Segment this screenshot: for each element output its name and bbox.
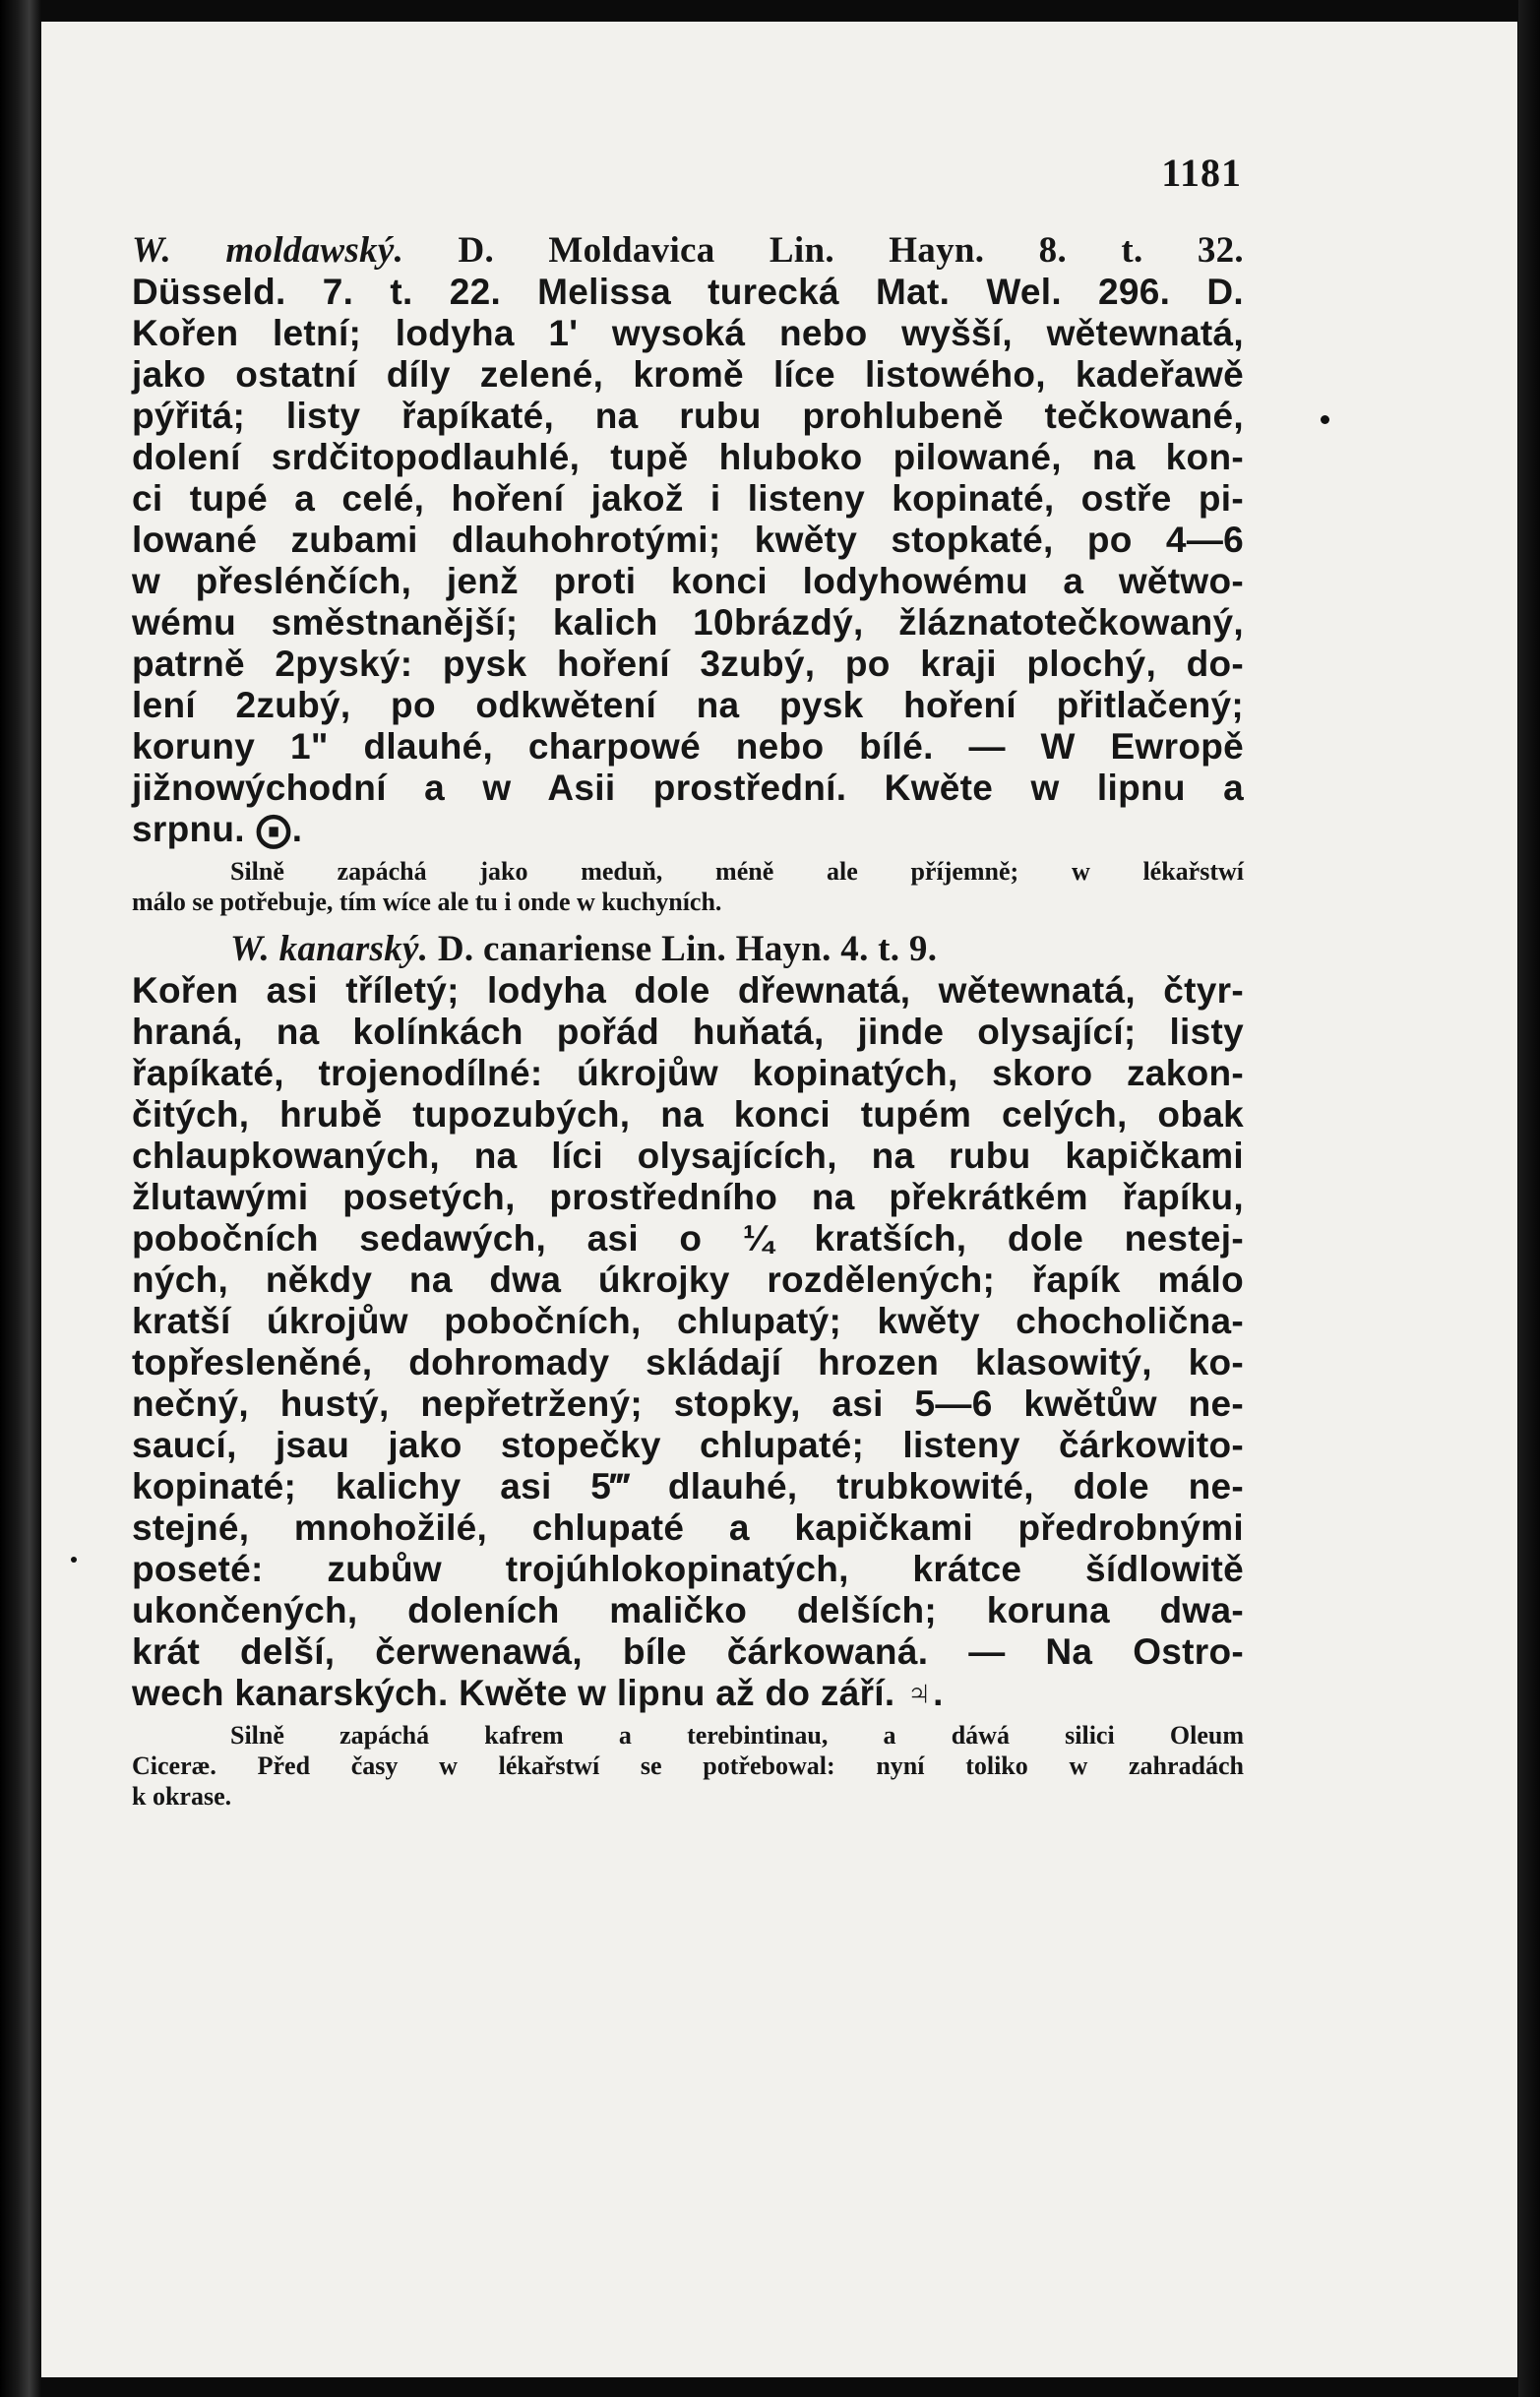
entry-species: kanarský. (278, 929, 429, 969)
page-edge-shadow (1518, 0, 1540, 2397)
entry-synonym: D. Moldavica Lin. Hayn. 8. t. 32. (458, 230, 1244, 271)
note-line: málo se potřebuje, tím wíce ale tu i onde w kuchyních. (132, 888, 722, 916)
entry-genus: W. (230, 929, 271, 969)
text-line: kopinaté; kalichy asi 5‴ dlauhé, trubkowité, dole ne- (132, 1466, 1244, 1506)
note-line: Silně zapáchá jako meduň, méně ale příjemně; w lékařstwí (230, 857, 1244, 886)
text-line: jako ostatní díly zelené, kromě líce listowého, kadeřawě (132, 354, 1244, 395)
text-line: wech kanarských. Kwěte w lipnu až do září. ♃. (132, 1673, 944, 1713)
note-line: Silně zapáchá kafrem a terebintinau, a dáwá silici Oleum (230, 1721, 1244, 1750)
print-speck (71, 1557, 77, 1563)
note-line: Ciceræ. Před časy w lékařstwí se potřebowal: nyní toliko w zahradách (132, 1752, 1244, 1780)
text-line: pýřitá; listy řapíkaté, na rubu prohlubeně tečkowané, (132, 396, 1244, 436)
entry-heading-line (132, 929, 1244, 970)
text-line: stejné, mnohožilé, chlupaté a kapičkami předrobnými (132, 1507, 1244, 1548)
text-line: Kořen letní; lodyha 1' wysoká nebo wyšší, wětewnatá, (132, 313, 1244, 353)
book-page (41, 22, 1517, 2377)
entry-synonym: D. canariense Lin. Hayn. 4. t. 9. (437, 929, 938, 969)
text-line: ných, někdy na dwa úkrojky rozdělených; řapík málo (132, 1260, 1244, 1300)
entry-heading-line (132, 230, 1244, 272)
text-line: w přeslénčích, jenž proti konci lodyhowému a wětwo- (132, 561, 1244, 601)
page-body (132, 230, 1244, 1812)
text-line: čitých, hrubě tupozubých, na konci tupém celých, obak (132, 1094, 1244, 1135)
text-line: pobočních sedawých, asi o ¼ kratších, dole nestej- (132, 1218, 1244, 1259)
text-line: jižnowýchodní a w Asii prostřední. Kwěte w lipnu a (132, 768, 1244, 808)
text-line: wému směstnanější; kalich 10brázdý, žláznatotečkowaný, (132, 602, 1244, 643)
text-line: krát delší, čerwenawá, bíle čárkowaná. — Na Ostro- (132, 1631, 1244, 1672)
text-line: ukončených, doleních maličko delších; koruna dwa- (132, 1590, 1244, 1630)
text-line: ci tupé a celé, hoření jakož i listeny kopinaté, ostře pi- (132, 478, 1244, 519)
text-line: nečný, hustý, nepřetržený; stopky, asi 5—6 kwětůw ne- (132, 1383, 1244, 1424)
text-line: koruny 1" dlauhé, charpowé nebo bílé. — W Ewropě (132, 726, 1244, 767)
text-line: topřesleněné, dohromady skládají hrozen klasowitý, ko- (132, 1342, 1244, 1383)
book-spine-shadow (0, 0, 41, 2397)
note-line: k okrase. (132, 1782, 232, 1811)
text-line: dolení srdčitopodlauhlé, tupě hluboko pilowané, na kon- (132, 437, 1244, 477)
entry-species: moldawský. (225, 230, 404, 271)
text-line: Düsseld. 7. t. 22. Melissa turecká Mat. Wel. 296. D. (132, 272, 1244, 312)
print-speck (1321, 415, 1329, 424)
text-line: žlutawými posetých, prostředního na překrátkém řapíku, (132, 1177, 1244, 1217)
text-line: lení 2zubý, po odkwětení na pysk hoření přitlačený; (132, 685, 1244, 725)
text-line: chlaupkowaných, na líci olysajících, na rubu kapičkami (132, 1136, 1244, 1176)
entry-genus: W. (132, 230, 172, 271)
text-line: lowané zubami dlauhohrotými; kwěty stopkaté, po 4—6 (132, 520, 1244, 560)
page-number: 1181 (1161, 151, 1242, 195)
text-line: patrně 2pyský: pysk hoření 3zubý, po kraji plochý, do- (132, 644, 1244, 684)
text-line: kratší úkrojůw pobočních, chlupatý; kwěty chocholična- (132, 1301, 1244, 1341)
text-line: hraná, na kolínkách pořád huňatá, jinde olysající; listy (132, 1012, 1244, 1052)
text-line: řapíkaté, trojenodílné: úkrojůw kopinatých, skoro zakon- (132, 1053, 1244, 1093)
text-line: saucí, jsau jako stopečky chlupaté; listeny čárkowito- (132, 1425, 1244, 1465)
text-line: srpnu. ⨀. (132, 809, 303, 849)
text-line: Kořen asi tříletý; lodyha dole dřewnatá, wětewnatá, čtyr- (132, 970, 1244, 1011)
text-line: poseté: zubůw trojúhlokopinatých, krátce šídlowitě (132, 1549, 1244, 1589)
